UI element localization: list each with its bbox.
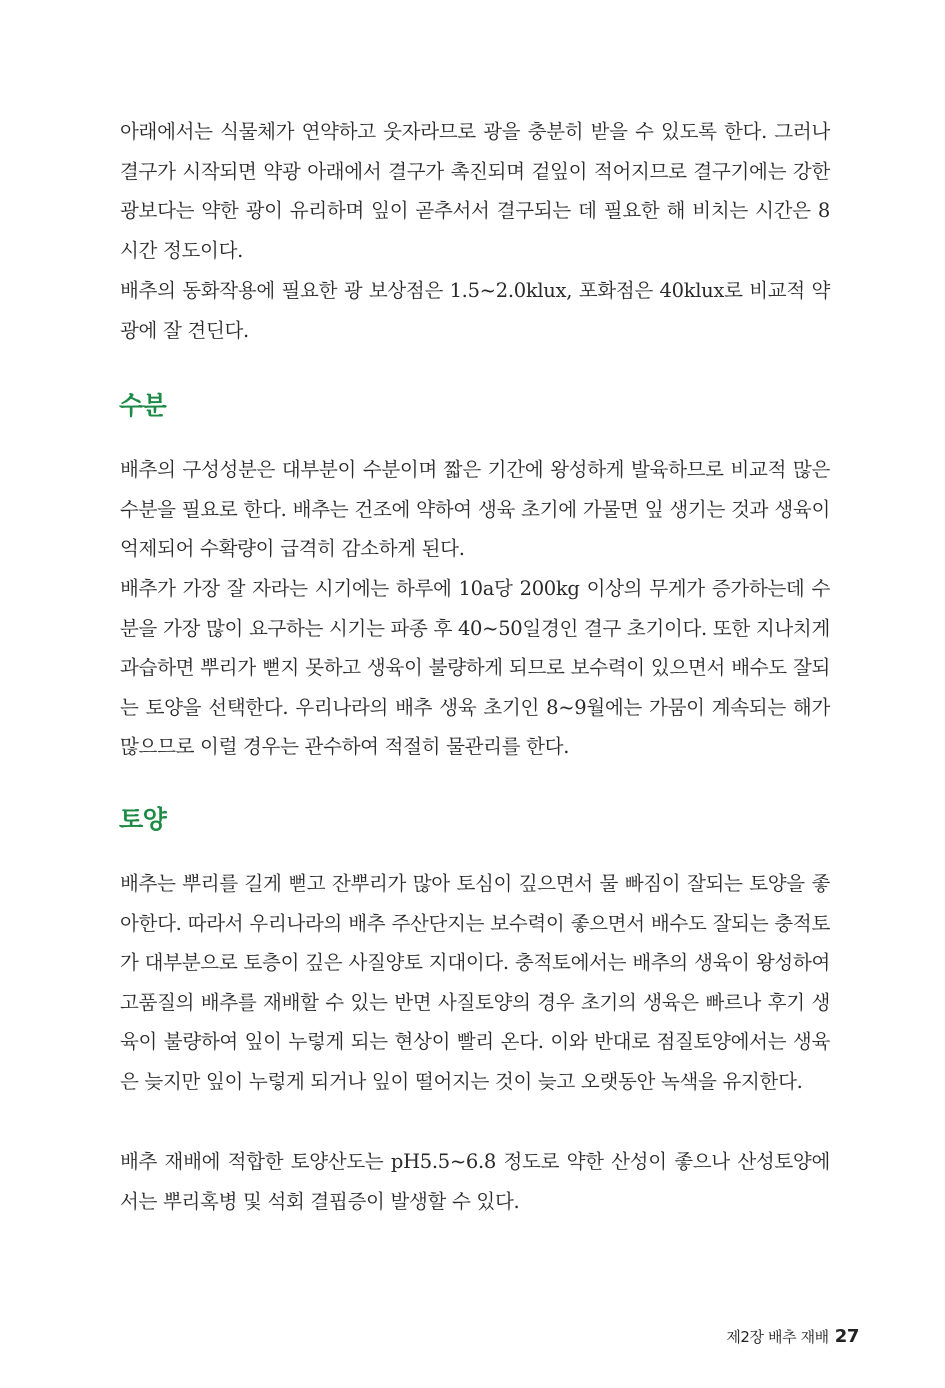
water-paragraph-1: 배추의 구성성분은 대부분이 수분이며 짧은 기간에 왕성하게 발육하므로 비교적 많은 수분을 필요로 한다. 배추는 건조에 약하여 생육 초기에 가물면 잎 생기는 것과 생육이 억제되어 수확량이 급격히 감소하게 된다. [120,458,830,561]
water-paragraph-2: 배추가 가장 잘 자라는 시기에는 하루에 10a당 200kg 이상의 무게가 증가하는데 수분을 가장 많이 요구하는 시기는 파종 후 40~50일경인 결구 초기이다. 또한 지나치게 과습하면 뿌리가 뻗지 못하고 생육이 불량하게 되므로 보수력이 있으면서 배수도 잘되는 토양을 선택한다. 우리나라의 배추 생육 초기인 8~9월에는 가뭄이 계속되는 해가 많으므로 이럴 경우는 관수하여 적절히 물관리를 한다. [120,577,830,759]
intro-paragraph-1: 아래에서는 식물체가 연약하고 웃자라므로 광을 충분히 받을 수 있도록 한다. 그러나 결구가 시작되면 약광 아래에서 결구가 촉진되며 겉잎이 적어지므로 결구기에는 강한 광보다는 약한 광이 유리하며 잎이 곧추서서 결구되는 데 필요한 해 비치는 시간은 8시간 정도이다. [120,120,830,262]
section-heading-water: 수분 [119,391,167,420]
soil-paragraph-1: 배추는 뿌리를 길게 뻗고 잔뿌리가 많아 토심이 깊으면서 물 빠짐이 잘되는 토양을 좋아한다. 따라서 우리나라의 배추 주산단지는 보수력이 좋으면서 배수도 잘되는 충적토가 대부분으로 토층이 깊은 사질양토 지대이다. 충적토에서는 배추의 생육이 왕성하여 고품질의 배추를 재배할 수 있는 반면 사질토양의 경우 초기의 생육은 빠르나 후기 생육이 불량하여 잎이 누렇게 되는 현상이 빨리 온다. 이와 반대로 점질토양에서는 생육은 늦지만 잎이 누렇게 되거나 잎이 떨어지는 것이 늦고 오랫동안 녹색을 유지한다. [120,872,830,1093]
page-footer [726,1326,859,1347]
chapter-title: 제2장 배추 재배 [726,1328,829,1346]
page-number: 27 [834,1326,859,1347]
intro-paragraph-2: 배추의 동화작용에 필요한 광 보상점은 1.5~2.0klux, 포화점은 40klux로 비교적 약광에 잘 견딘다. [120,279,830,342]
soil-paragraph-2: 배추 재배에 적합한 토양산도는 pH5.5~6.8 정도로 약한 산성이 좋으나 산성토양에서는 뿌리혹병 및 석회 결핍증이 발생할 수 있다. [120,1150,830,1213]
section-heading-soil: 토양 [119,805,167,834]
